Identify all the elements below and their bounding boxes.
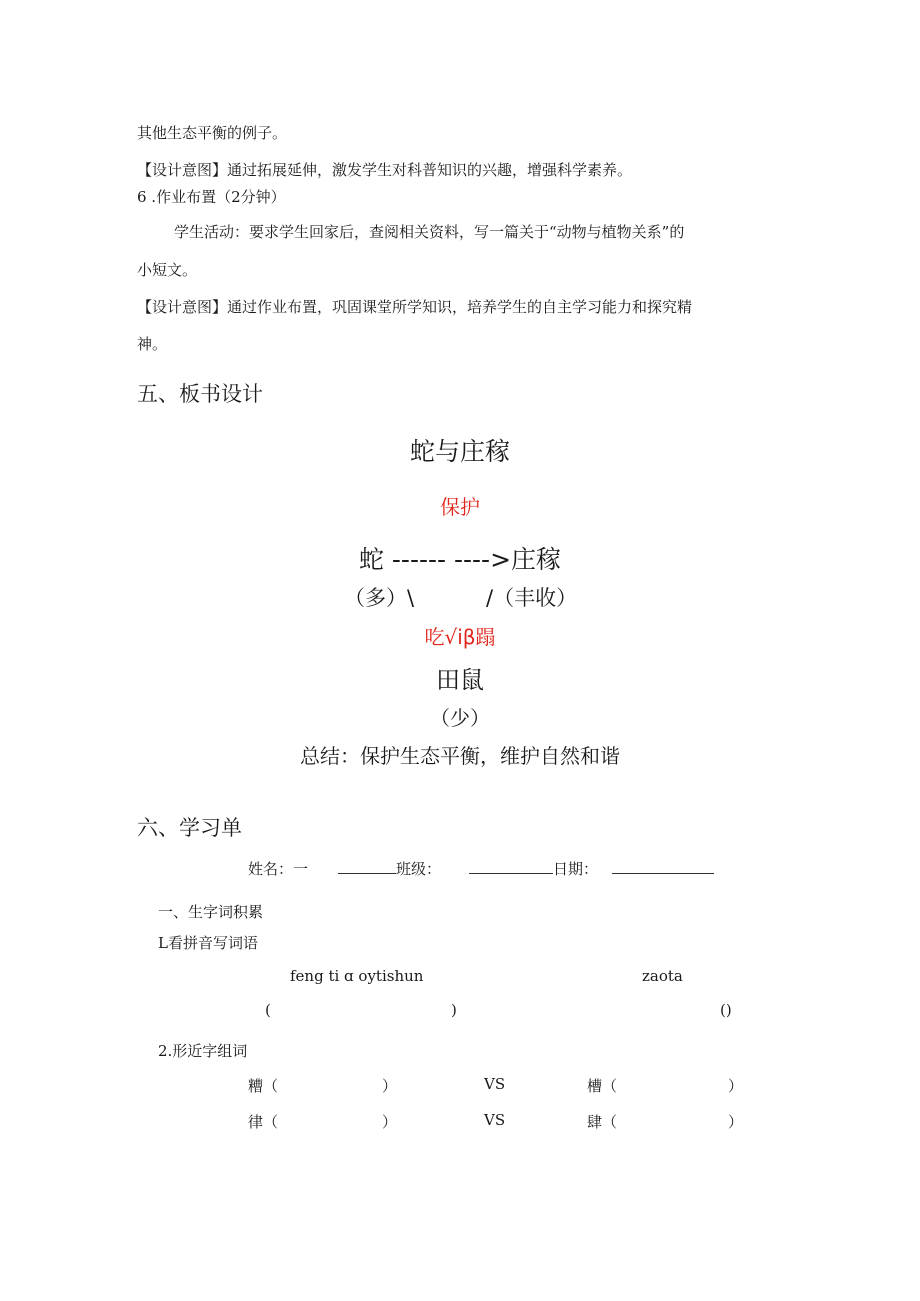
char-left-2: 律（	[248, 1113, 279, 1131]
design-intent-2: 【设计意图】通过作业布置，巩固课堂所学知识，培养学生的自主学习能力和探究精	[137, 298, 693, 316]
section-heading-worksheet: 六、学习单	[137, 816, 242, 840]
class-blank[interactable]	[469, 858, 553, 874]
board-eat: 吃√iβ蹋	[424, 625, 496, 649]
name-label: 姓名：一	[248, 860, 309, 878]
answer-paren-close: )	[451, 1001, 457, 1019]
board-field-mouse: 田鼠	[436, 666, 484, 694]
board-protect: 保护	[440, 495, 480, 519]
board-harvest: /（丰收）	[486, 586, 578, 610]
question-similar-chars: 2.形近字组词	[158, 1042, 248, 1060]
char-left-1: 糟（	[248, 1077, 279, 1095]
char-close-right-1: ）	[728, 1077, 744, 1095]
pinyin-1: feng ti ɑ oytishun	[290, 967, 424, 985]
vs-label: VS	[484, 1075, 506, 1093]
class-label: 班级：	[396, 860, 442, 878]
question-pinyin: L看拼音写词语	[158, 934, 258, 952]
char-right-1: 槽（	[587, 1077, 618, 1095]
student-activity: 学生活动：要求学生回家后，查阅相关资料，写一篇关于“动物与植物关系”的	[174, 223, 685, 241]
design-intent-1: 【设计意图】通过拓展延伸，激发学生对科普知识的兴趣，增强科学素养。	[137, 161, 633, 179]
name-blank[interactable]	[338, 858, 396, 874]
char-close-2: ）	[382, 1113, 398, 1131]
char-close-right-2: ）	[728, 1113, 744, 1131]
board-title: 蛇与庄稼	[409, 437, 510, 466]
board-summary: 总结：保护生态平衡，维护自然和谐	[300, 744, 620, 768]
part-vocab: 一、生字词积累	[158, 903, 264, 921]
char-close-1: ）	[382, 1077, 398, 1095]
section-heading-board: 五、板书设计	[137, 382, 263, 406]
worksheet-header	[248, 858, 714, 879]
date-label: 日期：	[553, 860, 599, 878]
answer-paren-open: (	[265, 1001, 271, 1019]
board-few: （少）	[430, 706, 490, 730]
date-blank[interactable]	[612, 858, 714, 874]
student-activity-cont: 小短文。	[137, 261, 198, 279]
board-many: （多）\	[344, 586, 415, 610]
char-answer-field[interactable]	[282, 1110, 378, 1130]
char-answer-field[interactable]	[622, 1110, 722, 1130]
answer-field-1[interactable]	[275, 1000, 445, 1020]
board-snake-arrow: 蛇 ------ ---->庄稼	[358, 545, 562, 574]
char-answer-field[interactable]	[282, 1074, 378, 1094]
pinyin-2: zaota	[642, 967, 683, 985]
answer-field-2[interactable]: ()	[720, 1001, 732, 1019]
design-intent-2-cont: 神。	[137, 335, 168, 353]
char-answer-field[interactable]	[622, 1074, 722, 1094]
vs-label: VS	[484, 1111, 506, 1129]
char-right-2: 肆（	[587, 1113, 618, 1131]
homework-heading: 6 .作业布置（2分钟）	[137, 188, 286, 206]
paragraph-text: 其他生态平衡的例子。	[137, 124, 288, 142]
